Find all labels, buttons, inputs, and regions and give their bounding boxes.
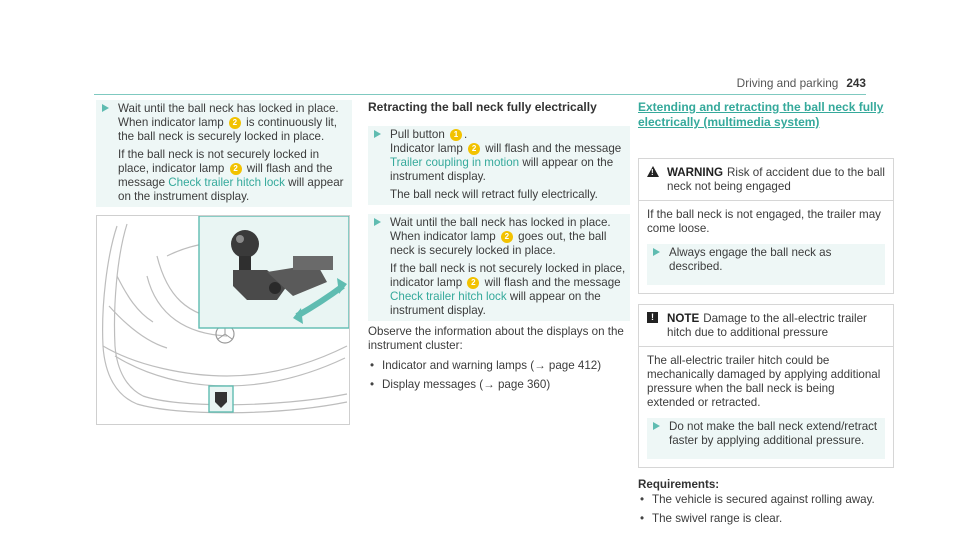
step-paragraph: If the ball neck is not securely locked in place, indicator lamp 2 will flash and the message Check trailer hitch lock will appear on the instrument display. <box>390 262 626 317</box>
step-paragraph: Pull button 1 . Indicator lamp 2 will flash and the message Trailer coupling in motion will appear on the instrument display. <box>390 128 622 183</box>
display-message: Check trailer hitch lock <box>168 176 285 189</box>
step-arrow-icon <box>102 104 109 112</box>
callout-2-icon: 2 <box>230 163 242 175</box>
column-3 <box>638 100 894 531</box>
warning-body: If the ball neck is not engaged, the trailer may come loose. <box>647 208 881 235</box>
step-paragraph: Wait until the ball neck has locked in place. When indicator lamp 2 goes out, the ball neck is securely locked in place. <box>390 216 611 257</box>
callout-2-icon: 2 <box>467 277 479 289</box>
section-title: Driving and parking <box>736 76 839 90</box>
step-arrow-icon <box>374 130 381 138</box>
header-rule <box>94 94 866 95</box>
step-arrow-icon <box>653 422 660 430</box>
warning-triangle-icon <box>647 166 659 177</box>
trailer-hitch-illustration <box>96 215 350 425</box>
callout-2-icon: 2 <box>229 117 241 129</box>
page-number: 243 <box>846 76 866 90</box>
column-1 <box>96 100 352 216</box>
requirements-heading: Requirements: <box>638 478 720 491</box>
list-item: • The vehicle is secured against rolling away. <box>652 493 894 507</box>
display-message: Check trailer hitch lock <box>390 290 507 303</box>
column-2 <box>368 100 630 397</box>
note-label: NOTE <box>667 312 700 325</box>
note-heading: Damage to the all-electric trailer hitch due to additional pressure <box>667 312 867 339</box>
section-heading: Retracting the ball neck fully electrically <box>368 100 597 114</box>
instruction-step <box>96 100 352 207</box>
instruction-step <box>647 418 885 459</box>
callout-2-icon: 2 <box>468 143 480 155</box>
running-header <box>737 76 866 90</box>
step-paragraph: Do not make the ball neck extend/retract faster by applying additional pressure. <box>669 420 878 447</box>
section-heading-link[interactable]: Extending and retracting the ball neck fully electrically (multimedia system) <box>638 100 884 129</box>
warning-header <box>639 159 893 201</box>
callout-2-icon: 2 <box>501 231 513 243</box>
car-rear-drawing <box>97 216 349 424</box>
requirements-list <box>638 493 894 526</box>
warning-heading: Risk of accident due to the ball neck not being engaged <box>667 166 885 193</box>
list-item[interactable]: • Display messages (→ page 360) <box>382 378 630 392</box>
list-item: • The swivel range is clear. <box>652 512 894 526</box>
callout-1-icon: 1 <box>450 129 462 141</box>
instruction-step <box>368 126 630 205</box>
step-arrow-icon <box>374 218 381 226</box>
step-paragraph: The ball neck will retract fully electrically. <box>390 188 598 201</box>
note-box <box>638 304 894 468</box>
note-body: The all-electric trailer hitch could be mechanically damaged by applying additional pressure when the ball neck is being extended or retracted. <box>647 354 881 409</box>
step-arrow-icon <box>653 248 660 256</box>
note-exclamation-icon: ! <box>647 312 658 323</box>
instruction-step <box>647 244 885 285</box>
note-header <box>639 305 893 347</box>
warning-label: WARNING <box>667 166 724 179</box>
step-paragraph: Wait until the ball neck has locked in place. When indicator lamp 2 is continuously lit, the ball neck is securely locked in place. <box>118 102 339 143</box>
instruction-step <box>368 214 630 321</box>
reference-list <box>368 359 630 392</box>
step-paragraph: Always engage the ball neck as described. <box>669 246 832 273</box>
display-message: Trailer coupling in motion <box>390 156 520 169</box>
step-paragraph: If the ball neck is not securely locked in place, indicator lamp 2 will flash and the message Check trailer hitch lock will appear on the instrument display. <box>118 148 344 203</box>
list-item[interactable]: • Indicator and warning lamps (→ page 412) <box>382 359 630 373</box>
warning-box <box>638 158 894 294</box>
observe-text: Observe the information about the displays on the instrument cluster: <box>368 325 624 352</box>
